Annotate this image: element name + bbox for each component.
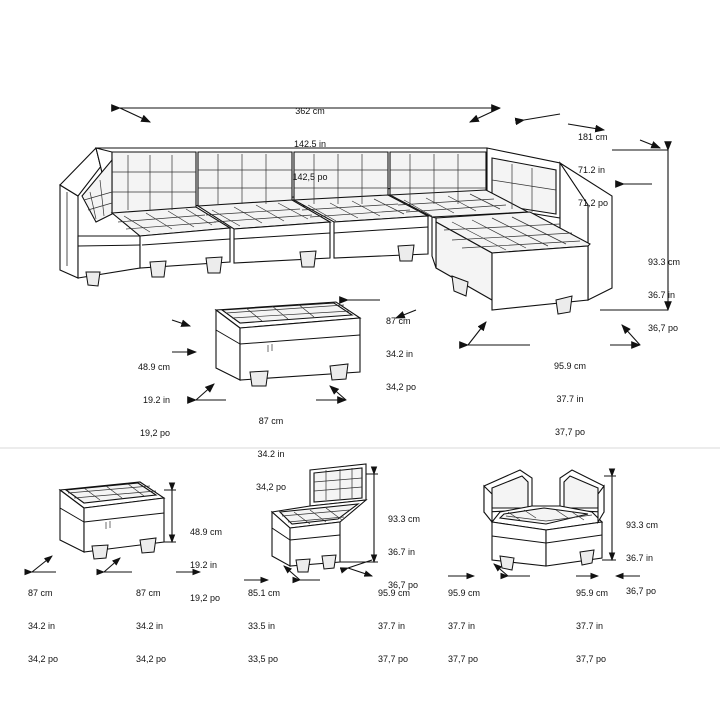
- dim-overall-height-in: 36.7 in: [648, 290, 676, 300]
- dim-overall-width-cm: 362 cm: [295, 106, 325, 116]
- detail-chair-depth-cm: 95.9 cm: [378, 588, 411, 598]
- detail-corner-height-in: 36.7 in: [626, 553, 654, 563]
- detail-corner-right-width-in: 37.7 in: [576, 621, 604, 631]
- detail-chair-width-po: 33,5 po: [248, 654, 279, 664]
- detail-corner-left-width-po: 37,7 po: [448, 654, 479, 664]
- detail-ottoman-width-cm: 87 cm: [136, 588, 161, 598]
- dim-ottoman-width-bottom-po: 34,2 po: [255, 482, 287, 492]
- dim-overall-height-cm: 93.3 cm: [648, 257, 681, 267]
- detail-corner-left-width-in: 37.7 in: [448, 621, 476, 631]
- dim-ottoman-width-bottom-cm: 87 cm: [258, 416, 284, 426]
- dim-overall-height-po: 36,7 po: [648, 323, 679, 333]
- detail-chair-width-in: 33.5 in: [248, 621, 276, 631]
- detail-ottoman-width-po: 34,2 po: [136, 654, 167, 664]
- dim-ottoman-width-top-in: 34.2 in: [386, 349, 414, 359]
- dim-ottoman-height-in: 19.2 in: [142, 395, 170, 405]
- dim-ottoman-height-cm: 48.9 cm: [137, 362, 170, 372]
- dim-corner-depth-cm: 95.9 cm: [553, 361, 586, 371]
- detail-chair-depth-in: 37.7 in: [378, 621, 406, 631]
- dim-overall-width-po: 142,5 po: [292, 172, 328, 182]
- dim-ottoman-width-top-po: 34,2 po: [386, 382, 417, 392]
- dim-side-depth-po: 71,2 po: [578, 198, 609, 208]
- dim-ottoman-height: [104, 340, 170, 461]
- dim-corner-depth: [528, 339, 612, 460]
- dim-ottoman-width-bottom-in: 34.2 in: [257, 449, 285, 459]
- dim-ottoman-height-po: 19,2 po: [139, 428, 170, 438]
- detail-corner-left-width: [448, 566, 510, 687]
- detail-corner-right-width: [576, 566, 638, 687]
- detail-ottoman-width: [136, 566, 198, 687]
- dim-overall-width: [258, 84, 362, 205]
- detail-ottoman-height-cm: 48.9 cm: [190, 527, 223, 537]
- detail-chair-height-cm: 93.3 cm: [388, 514, 421, 524]
- dim-corner-depth-po: 37,7 po: [554, 427, 586, 437]
- detail-corner-height-cm: 93.3 cm: [626, 520, 659, 530]
- detail-corner-left-width-cm: 95.9 cm: [448, 588, 481, 598]
- detail-corner-height-po: 36,7 po: [626, 586, 657, 596]
- dim-side-depth: [578, 110, 648, 231]
- detail-chair-depth: [378, 566, 440, 687]
- detail-ottoman-depth-cm: 87 cm: [28, 588, 53, 598]
- dim-ottoman-width-bottom: [228, 394, 314, 515]
- detail-ottoman-height-po: 19,2 po: [190, 593, 221, 603]
- dim-side-depth-cm: 181 cm: [578, 132, 608, 142]
- detail-chair-height-in: 36.7 in: [388, 547, 416, 557]
- detail-ottoman-height: [190, 505, 256, 626]
- dim-ottoman-width-top: [386, 294, 452, 415]
- detail-corner-right-width-po: 37,7 po: [576, 654, 607, 664]
- detail-ottoman-height-in: 19.2 in: [190, 560, 218, 570]
- detail-chair-height-po: 36,7 po: [388, 580, 419, 590]
- detail-chair-depth-po: 37,7 po: [378, 654, 409, 664]
- dim-overall-height: [648, 235, 718, 356]
- detail-corner-right-width-cm: 95.9 cm: [576, 588, 609, 598]
- detail-ottoman-depth: [28, 566, 90, 687]
- detail-chair-width: [248, 566, 310, 687]
- detail-chair-width-cm: 85.1 cm: [248, 588, 281, 598]
- dim-ottoman-width-top-cm: 87 cm: [386, 316, 411, 326]
- dim-side-depth-in: 71.2 in: [578, 165, 606, 175]
- dim-overall-width-in: 142.5 in: [293, 139, 327, 149]
- dim-corner-depth-in: 37.7 in: [556, 394, 584, 404]
- detail-ottoman-width-in: 34.2 in: [136, 621, 164, 631]
- detail-ottoman-depth-in: 34.2 in: [28, 621, 56, 631]
- detail-ottoman-depth-po: 34,2 po: [28, 654, 59, 664]
